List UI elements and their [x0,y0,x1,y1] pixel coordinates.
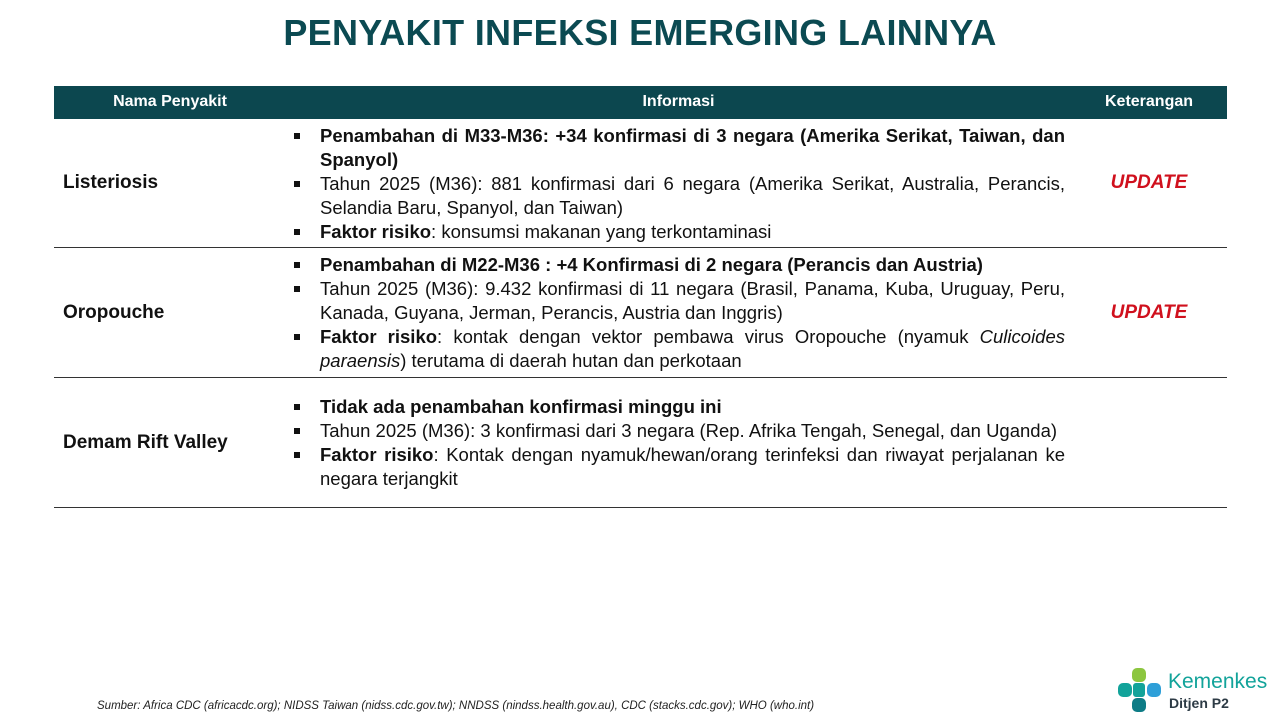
header-remarks: Keterangan [1071,86,1227,119]
list-item: Faktor risiko: Kontak dengan nyamuk/hewan/orang terinfeksi dan riwayat perjalanan ke negara terjangkit [286,443,1071,491]
disease-name: Oropouche [54,248,286,378]
status-badge: UPDATE [1071,119,1227,248]
disease-table [54,86,1227,508]
bullet-square-icon [294,334,300,340]
list-item: Faktor risiko: konsumsi makanan yang terkontaminasi [286,220,1071,244]
disease-name: Listeriosis [54,119,286,248]
disease-info [286,248,1071,378]
header-information: Informasi [286,86,1071,119]
list-item: Faktor risiko: kontak dengan vektor pembawa virus Oropouche (nyamuk Culicoides paraensis) terutama di daerah hutan dan perkotaan [286,325,1071,373]
status-badge: UPDATE [1071,248,1227,378]
logo-text-ditjen: Ditjen P2 [1169,695,1229,711]
list-item: Tahun 2025 (M36): 3 konfirmasi dari 3 negara (Rep. Afrika Tengah, Senegal, dan Uganda) [286,419,1071,443]
header-disease-name: Nama Penyakit [54,86,286,119]
bullet-square-icon [294,452,300,458]
disease-info [286,378,1071,508]
disease-info [286,119,1071,248]
table-row [54,378,1227,508]
list-item: Tidak ada penambahan konfirmasi minggu ini [286,395,1071,419]
list-item: Tahun 2025 (M36): 9.432 konfirmasi di 11 negara (Brasil, Panama, Kuba, Uruguay, Peru, Kanada, Guyana, Jerman, Perancis, Austria dan Inggris) [286,277,1071,325]
table-header-row [54,86,1227,119]
bullet-square-icon [294,133,300,139]
bullet-square-icon [294,229,300,235]
kemenkes-logo-icon [1116,666,1164,716]
disease-name: Demam Rift Valley [54,378,286,508]
status-badge [1071,378,1227,508]
kemenkes-logo [1116,666,1276,716]
bullet-square-icon [294,181,300,187]
page-title: PENYAKIT INFEKSI EMERGING LAINNYA [283,12,997,53]
source-footnote: Sumber: Africa CDC (africacdc.org); NIDSS Taiwan (nidss.cdc.gov.tw); NNDSS (nindss.health.gov.au), CDC (stacks.cdc.gov); WHO (who.int) [97,700,815,712]
bullet-square-icon [294,428,300,434]
bullet-square-icon [294,262,300,268]
list-item: Tahun 2025 (M36): 881 konfirmasi dari 6 negara (Amerika Serikat, Australia, Perancis, Selandia Baru, Spanyol, dan Taiwan) [286,172,1071,220]
bullet-square-icon [294,286,300,292]
list-item: Penambahan di M33-M36: +34 konfirmasi di 3 negara (Amerika Serikat, Taiwan, dan Spanyol) [286,124,1071,172]
list-item: Penambahan di M22-M36 : +4 Konfirmasi di 2 negara (Perancis dan Austria) [286,253,1071,277]
table-row [54,119,1227,248]
table-row [54,248,1227,378]
bullet-square-icon [294,404,300,410]
logo-text-kemenkes: Kemenkes [1168,670,1268,693]
